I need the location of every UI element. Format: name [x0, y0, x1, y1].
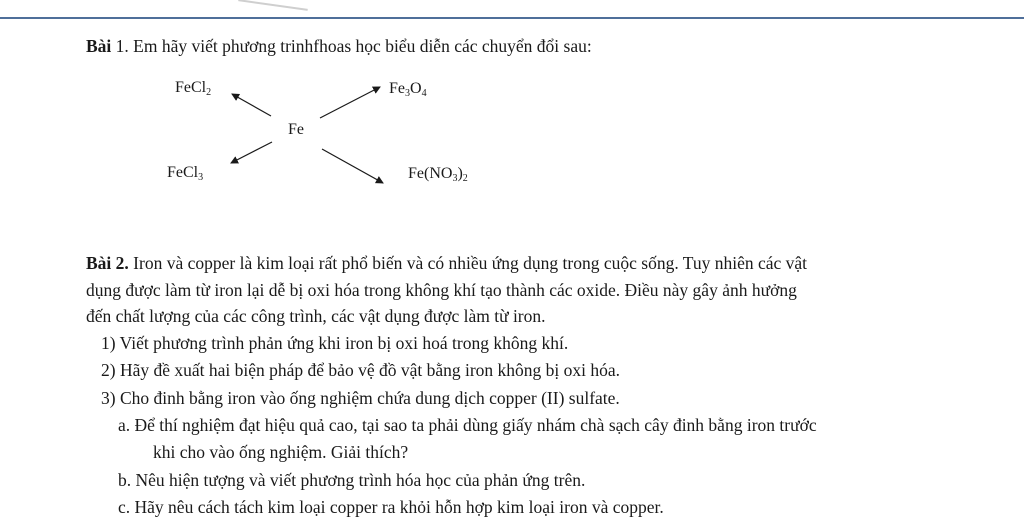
arrow-to-fecl3: [231, 142, 272, 163]
exercise-2-line-2: dụng được làm từ iron lại dễ bị oxi hóa trong không khí tạo thành các oxide. Điều này gây ảnh hưởng: [86, 280, 797, 300]
question-3c: c. Hãy nêu cách tách kim loại copper ra khỏi hỗn hợp kim loại iron và copper.: [118, 497, 664, 517]
arrow-to-fecl2: [232, 94, 271, 116]
question-1: 1) Viết phương trình phản ứng khi iron bị oxi hoá trong không khí.: [101, 333, 569, 353]
compound-feno3-2: $Fe(NO_3)_2$: [408, 165, 468, 184]
arrow-to-fe3o4: [320, 87, 380, 118]
exercise-2-line-3: đến chất lượng của các công trình, các vật dụng được làm từ iron.: [86, 306, 546, 326]
exercise-1-label: Bài: [86, 36, 112, 56]
exercise-2-label: Bài 2.: [86, 253, 129, 273]
exercise-2-line-1: Bài 2. Iron và copper là kim loại rất phổ biến và có nhiều ứng dụng trong cuộc sống. Tuy nhiên các vật: [86, 253, 808, 273]
compound-fecl2: FeCl$_2$: [175, 79, 212, 98]
exercise-1-text: 1. Em hãy viết phương trinhfhoas học biểu diễn các chuyển đổi sau:: [111, 36, 592, 56]
question-3a-line-2: khi cho vào ống nghiệm. Giải thích?: [153, 442, 409, 462]
compound-fe3o4: $Fe_3O_4$: [389, 80, 427, 99]
compound-fecl3: FeCl$_3$: [167, 164, 204, 183]
question-2: 2) Hãy đề xuất hai biện pháp để bảo vệ đồ vật bằng iron không bị oxi hóa.: [101, 360, 621, 380]
question-3a-line-1: a. Để thí nghiệm đạt hiệu quả cao, tại sao ta phải dùng giấy nhám chà sạch cây đinh bằng iron trước: [118, 415, 817, 435]
arrow-to-feno3-2: [322, 149, 383, 183]
question-3: 3) Cho đinh bằng iron vào ống nghiệm chứa dung dịch copper (II) sulfate.: [101, 388, 620, 408]
question-3b: b. Nêu hiện tượng và viết phương trình hóa học của phản ứng trên.: [118, 470, 586, 490]
compound-fe-center: Fe: [288, 121, 304, 138]
